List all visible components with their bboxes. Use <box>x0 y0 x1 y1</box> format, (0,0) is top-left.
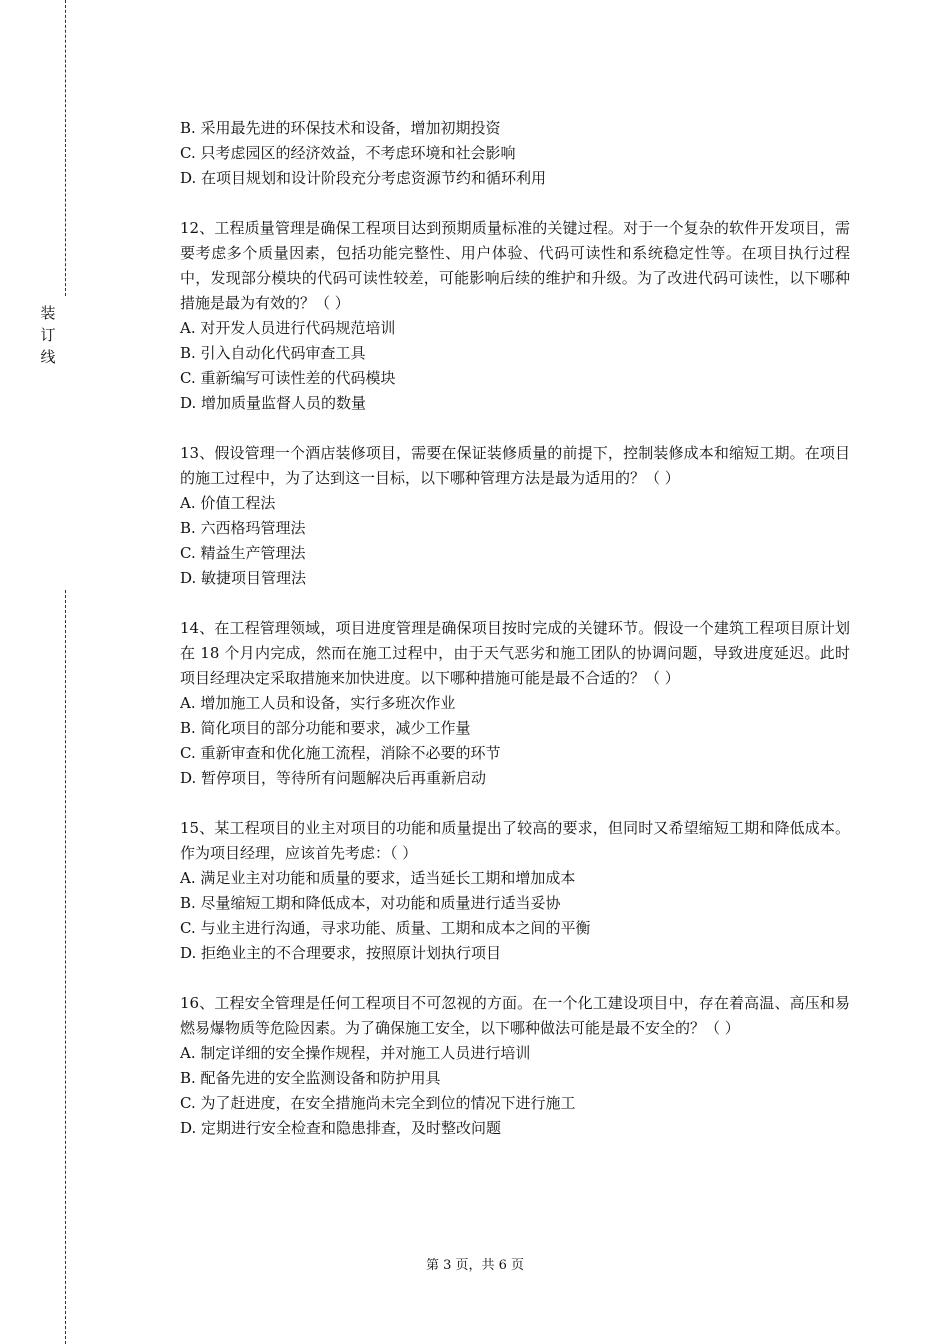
option-c: C. 精益生产管理法 <box>180 544 306 562</box>
question-stem: 13、假设管理一个酒店装修项目，需要在保证装修质量的前提下，控制装修成本和缩短工期。在项目的施工过程中，为了达到这一目标，以下哪种管理方法是最为适用的？（ ） <box>180 444 850 487</box>
option-a: A. 制定详细的安全操作规程，并对施工人员进行培训 <box>180 1044 531 1062</box>
option-d: D. 定期进行安全检查和隐患排查，及时整改问题 <box>180 1119 502 1137</box>
option-b: B. 引入自动化代码审查工具 <box>180 344 366 362</box>
option-a: A. 增加施工人员和设备，实行多班次作业 <box>180 694 456 712</box>
binding-char: 装 <box>40 304 56 322</box>
question-14 <box>180 616 850 791</box>
option-c: C. 为了赶进度，在安全措施尚未完全到位的情况下进行施工 <box>180 1094 576 1112</box>
option-b: B. 配备先进的安全监测设备和防护用具 <box>180 1069 441 1087</box>
question-stem: 15、某工程项目的业主对项目的功能和质量提出了较高的要求，但同时又希望缩短工期和降低成本。作为项目经理，应该首先考虑：（ ） <box>180 819 850 862</box>
option-a: A. 满足业主对功能和质量的要求，适当延长工期和增加成本 <box>180 869 576 887</box>
option-d: D. 暂停项目，等待所有问题解决后再重新启动 <box>180 769 487 787</box>
option-b: B. 采用最先进的环保技术和设备，增加初期投资 <box>180 119 501 137</box>
option-d: D. 拒绝业主的不合理要求，按照原计划执行项目 <box>180 944 502 962</box>
question-16 <box>180 991 850 1141</box>
option-c: C. 重新编写可读性差的代码模块 <box>180 369 396 387</box>
option-c: C. 重新审查和优化施工流程，消除不必要的环节 <box>180 744 501 762</box>
page-number: 第 3 页，共 6 页 <box>425 1258 525 1273</box>
option-b: B. 简化项目的部分功能和要求，减少工作量 <box>180 719 471 737</box>
option-a: A. 对开发人员进行代码规范培训 <box>180 319 396 337</box>
question-13 <box>180 441 850 591</box>
binding-char: 订 <box>40 326 56 344</box>
option-d: D. 在项目规划和设计阶段充分考虑资源节约和循环利用 <box>180 169 547 187</box>
question-11-carryover <box>180 116 850 191</box>
question-stem: 12、工程质量管理是确保工程项目达到预期质量标准的关键过程。对于一个复杂的软件开发项目，需要考虑多个质量因素，包括功能完整性、用户体验、代码可读性和系统稳定性等。在项目执行过程中，发现部分模块的代码可读性较差，可能影响后续的维护和升级。为了改进代码可读性，以下哪种措施是最为有效的？（ ） <box>180 219 850 312</box>
question-stem: 16、工程安全管理是任何工程项目不可忽视的方面。在一个化工建设项目中，存在着高温、高压和易燃易爆物质等危险因素。为了确保施工安全，以下哪种做法可能是最不安全的？（ ） <box>180 994 850 1037</box>
option-c: C. 只考虑园区的经济效益，不考虑环境和社会影响 <box>180 144 516 162</box>
question-stem: 14、在工程管理领域，项目进度管理是确保项目按时完成的关键环节。假设一个建筑工程项目原计划在 18 个月内完成，然而在施工过程中，由于天气恶劣和施工团队的协调问题，导致进度延迟。此时项目经理决定采取措施来加快进度。以下哪种措施可能是最不合适的？（ ） <box>180 619 850 687</box>
question-list <box>180 116 850 1166</box>
option-b: B. 六西格玛管理法 <box>180 519 306 537</box>
binding-label <box>38 302 58 368</box>
binding-dashed-line-top <box>65 0 66 296</box>
option-d: D. 敏捷项目管理法 <box>180 569 307 587</box>
option-c: C. 与业主进行沟通，寻求功能、质量、工期和成本之间的平衡 <box>180 919 591 937</box>
question-12 <box>180 216 850 416</box>
option-d: D. 增加质量监督人员的数量 <box>180 394 367 412</box>
option-b: B. 尽量缩短工期和降低成本，对功能和质量进行适当妥协 <box>180 894 561 912</box>
question-15 <box>180 816 850 966</box>
option-a: A. 价值工程法 <box>180 494 276 512</box>
binding-dashed-line-bottom <box>65 590 66 1344</box>
binding-char: 线 <box>40 348 56 366</box>
